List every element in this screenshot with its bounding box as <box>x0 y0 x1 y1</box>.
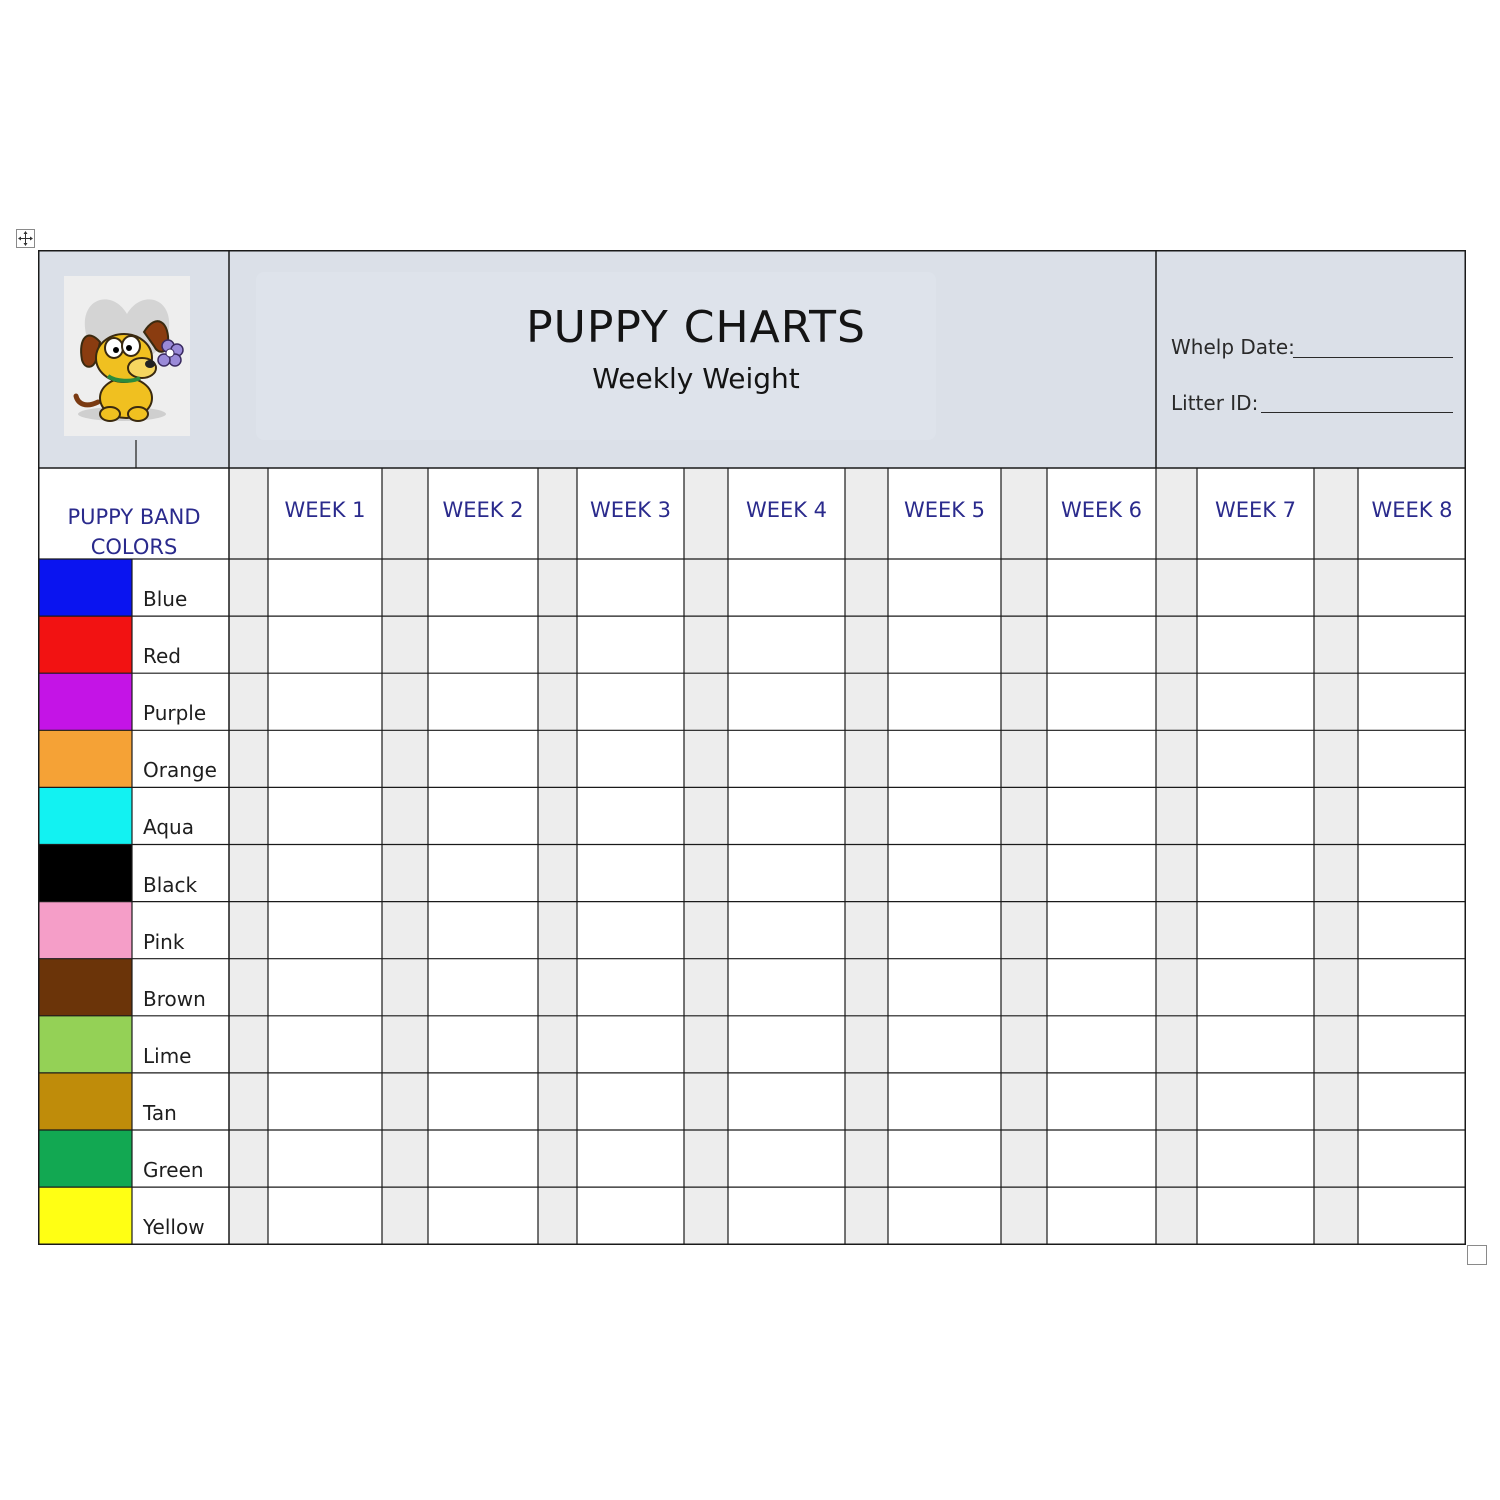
table-move-handle-icon[interactable] <box>16 229 35 248</box>
page-title: PUPPY CHARTS <box>526 302 866 353</box>
whelp-date-label: Whelp Date: <box>1171 335 1295 359</box>
swatch-lime <box>38 1016 132 1073</box>
swatch-tan <box>38 1073 132 1130</box>
band-name-green: Green <box>143 1158 204 1182</box>
swatch-black <box>38 845 132 902</box>
whelp-date-blank[interactable] <box>1293 357 1453 358</box>
band-name-brown: Brown <box>143 986 206 1011</box>
swatch-pink <box>38 902 132 959</box>
swatch-purple <box>38 673 132 730</box>
band-name-aqua: Aqua <box>143 815 194 840</box>
week-6-header: WEEK 6 <box>1060 498 1143 522</box>
band-name-purple: Purple <box>143 701 207 726</box>
spacer-column-6 <box>1001 468 1047 1245</box>
page-subtitle: Weekly Weight <box>592 362 800 395</box>
band-name-yellow: Yellow <box>143 1215 205 1240</box>
spacer-column-5 <box>845 468 888 1245</box>
swatch-orange <box>38 730 132 787</box>
band-name-black: Black <box>143 872 198 897</box>
band-name-orange: Orange <box>143 758 217 783</box>
swatch-aqua <box>38 787 132 844</box>
litter-id-label: Litter ID: <box>1171 391 1259 415</box>
puppy-chart-table <box>38 250 1466 1245</box>
spacer-column-1 <box>229 468 268 1245</box>
table-resize-handle-icon[interactable] <box>1467 1245 1487 1265</box>
band-name-tan: Tan <box>143 1100 177 1125</box>
spacer-column-2 <box>382 468 428 1245</box>
swatch-brown <box>38 959 132 1016</box>
header-panel <box>256 272 936 440</box>
spacer-column-3 <box>538 468 577 1245</box>
cartoon-puppy-with-flower-icon <box>64 276 190 436</box>
swatch-blue <box>38 559 132 616</box>
band-name-pink: Pink <box>143 929 185 954</box>
week-8-header: WEEK 8 <box>1371 498 1453 522</box>
litter-id-blank[interactable] <box>1261 412 1453 413</box>
band-name-blue: Blue <box>143 587 188 611</box>
swatch-green <box>38 1130 132 1187</box>
swatch-yellow <box>38 1187 132 1244</box>
band-name-lime: Lime <box>143 1043 192 1068</box>
week-7-header: WEEK 7 <box>1214 498 1297 522</box>
week-2-header: WEEK 2 <box>442 498 524 522</box>
week-4-header: WEEK 4 <box>745 498 828 522</box>
spacer-column-8 <box>1314 468 1358 1245</box>
spacer-column-7 <box>1156 468 1197 1245</box>
band-colors-header: PUPPY BAND COLORS <box>67 505 201 559</box>
week-1-header: WEEK 1 <box>284 498 366 522</box>
band-name-red: Red <box>143 644 181 669</box>
swatch-red <box>38 616 132 673</box>
week-5-header: WEEK 5 <box>903 498 986 522</box>
week-3-header: WEEK 3 <box>589 498 672 522</box>
spacer-column-4 <box>684 468 728 1245</box>
